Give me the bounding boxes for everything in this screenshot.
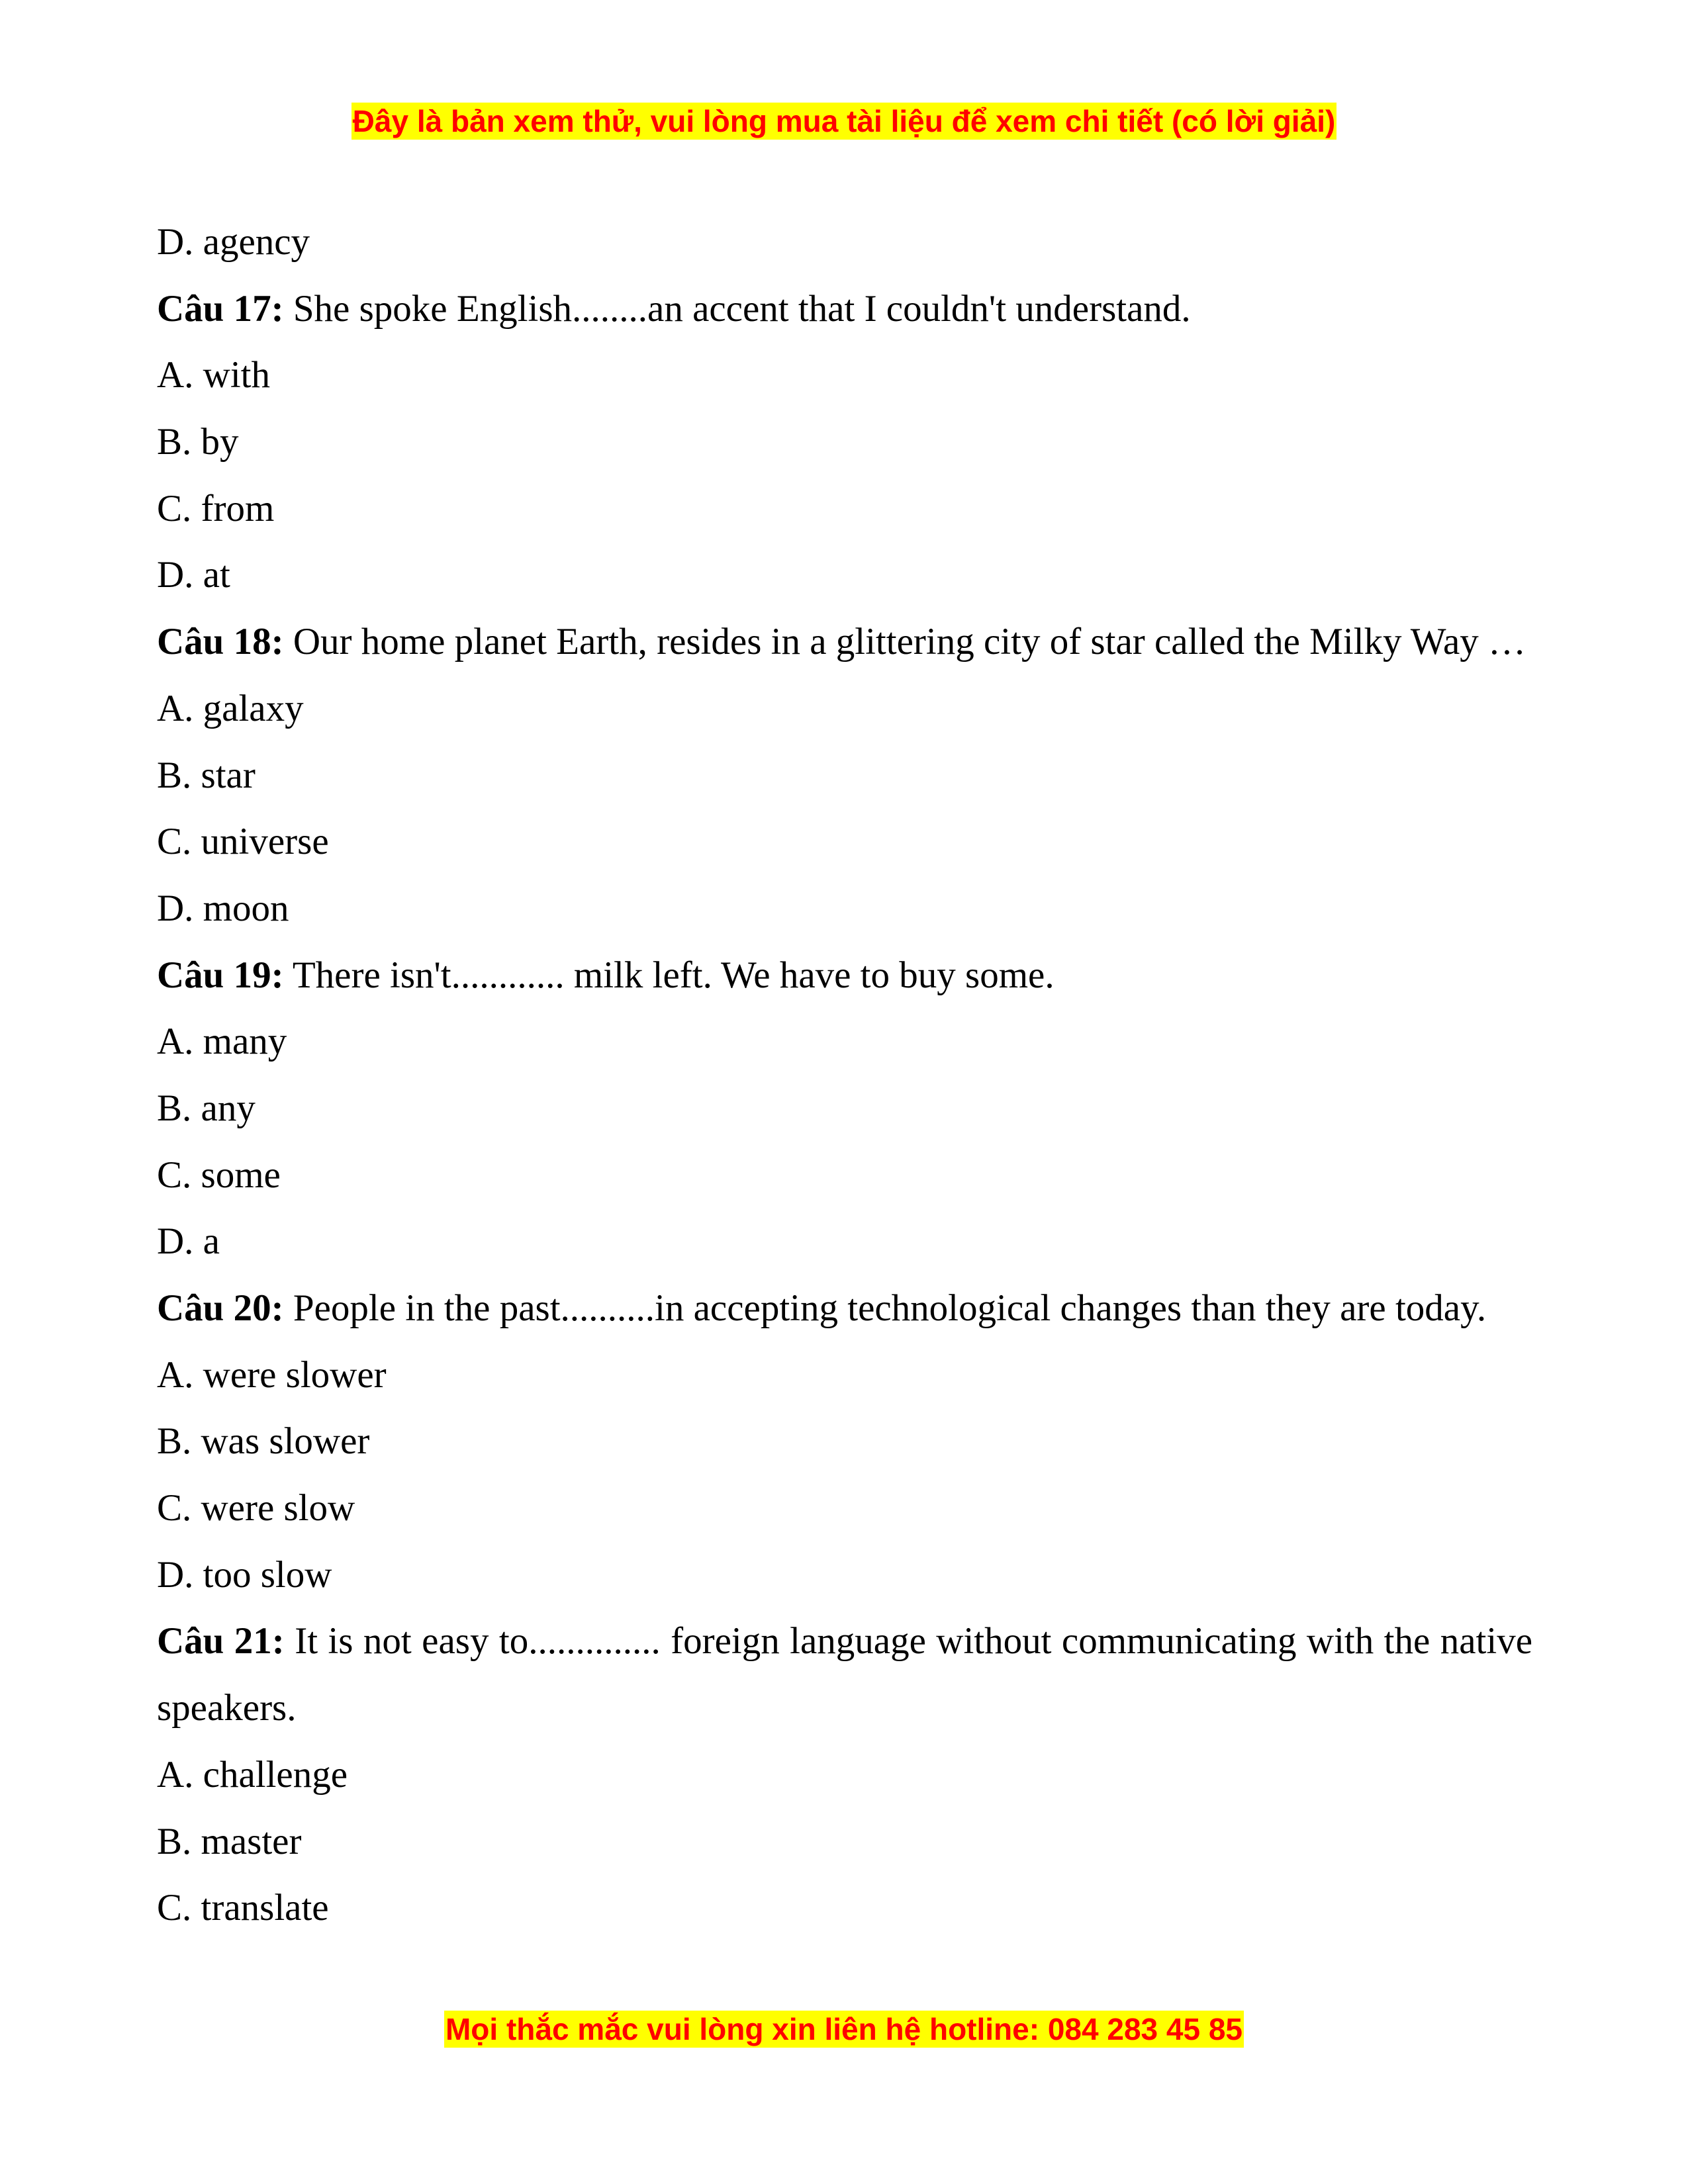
- answer-option: B. star: [157, 754, 256, 796]
- answer-option: D. moon: [157, 887, 289, 929]
- question-21: [157, 1608, 1532, 1741]
- answer-option: C. were slow: [157, 1487, 355, 1529]
- question-17: [157, 276, 1532, 343]
- question-20: [157, 1275, 1532, 1342]
- answer-option: C. translate: [157, 1887, 329, 1929]
- answer-option: D. agency: [157, 221, 310, 263]
- answer-option: A. galaxy: [157, 687, 304, 729]
- question-label: Câu 20:: [157, 1287, 284, 1330]
- question-label: Câu 19:: [157, 954, 284, 996]
- question-text: It is not easy to.............. foreign language without communicating with the native speakers.: [157, 1620, 1533, 1729]
- answer-option: C. universe: [157, 821, 329, 863]
- answer-option: A. were slower: [157, 1353, 387, 1396]
- answer-option: D. at: [157, 554, 230, 596]
- question-label: Câu 17:: [157, 287, 284, 330]
- answer-option: B. master: [157, 1820, 302, 1862]
- question-list: [157, 209, 1532, 1942]
- question-19: [157, 942, 1532, 1009]
- question-text: Our home planet Earth, resides in a glittering city of star called the Milky Way …: [293, 621, 1526, 663]
- answer-option: A. many: [157, 1021, 287, 1063]
- answer-option: B. was slower: [157, 1420, 370, 1463]
- answer-option: B. by: [157, 421, 239, 463]
- question-text: People in the past..........in accepting technological changes than they are today.: [293, 1287, 1487, 1330]
- preview-notice-text: Đây là bản xem thử, vui lòng mua tài liệu để xem chi tiết (có lời giải): [352, 104, 1336, 138]
- answer-option: A. challenge: [157, 1753, 348, 1796]
- answer-option: C. some: [157, 1154, 281, 1196]
- answer-option: A. with: [157, 354, 270, 396]
- answer-option: C. from: [157, 487, 275, 529]
- question-text: There isn't............ milk left. We have to buy some.: [292, 954, 1055, 996]
- hotline-banner: [0, 2010, 1688, 2048]
- preview-notice-banner: [0, 102, 1688, 140]
- question-text: She spoke English........an accent that I couldn't understand.: [293, 287, 1191, 330]
- answer-option: D. too slow: [157, 1553, 332, 1596]
- question-18: [157, 609, 1532, 676]
- hotline-text: Mọi thắc mắc vui lòng xin liên hệ hotline: 084 283 45 85: [445, 2012, 1243, 2046]
- answer-option: B. any: [157, 1087, 256, 1129]
- question-label: Câu 18:: [157, 621, 284, 663]
- answer-option: D. a: [157, 1220, 220, 1263]
- question-label: Câu 21:: [157, 1620, 285, 1662]
